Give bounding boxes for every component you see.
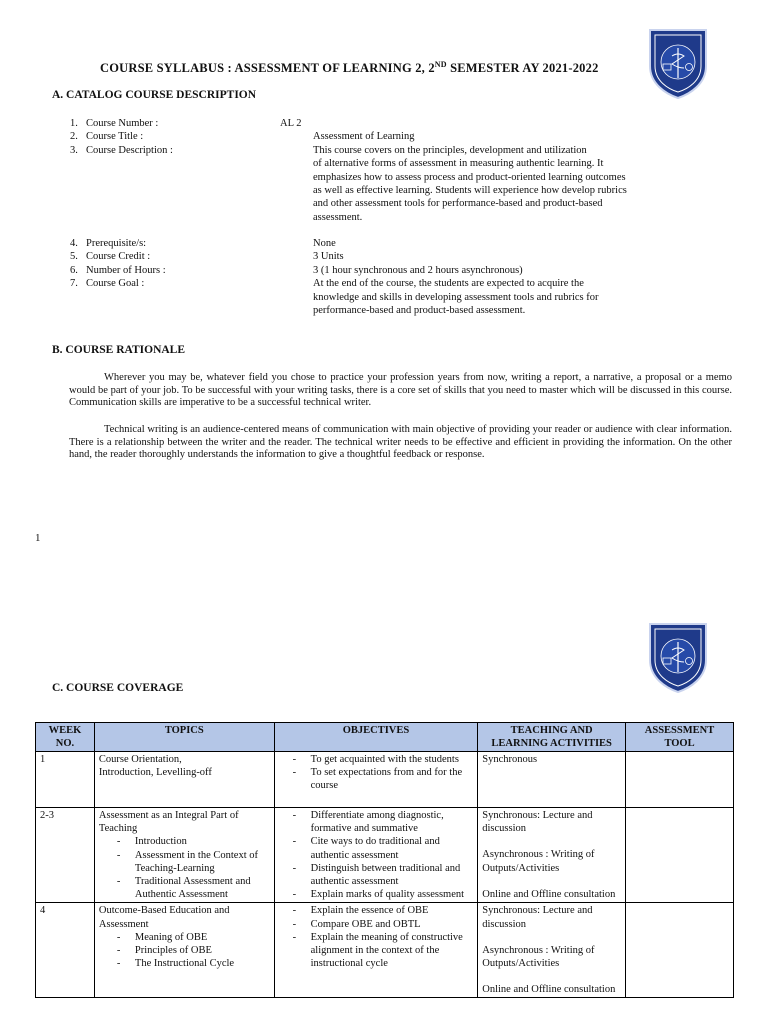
activities-cell: Synchronous: Lecture and discussion Asynchronous : Writing of Outputs/Activities Online and Offline consultation bbox=[478, 808, 626, 903]
week-cell: 2-3 bbox=[36, 808, 95, 903]
section-c-heading: C. COURSE COVERAGE bbox=[52, 682, 184, 694]
topics-cell: Assessment as an Integral Part of Teaching - Introduction - Assessment in the Context of Teaching-Learning - Traditional Assessment and Authentic Assessment bbox=[94, 808, 274, 903]
section-b-heading: B. COURSE RATIONALE bbox=[52, 344, 186, 356]
objectives-cell bbox=[274, 752, 478, 808]
catalog-item-hours: 6. Number of Hours : bbox=[70, 264, 166, 276]
header-topics: TOPICS bbox=[94, 723, 274, 752]
header-assessment-tool: ASSESSMENT TOOL bbox=[626, 723, 734, 752]
section-a-heading: A. CATALOG COURSE DESCRIPTION bbox=[52, 89, 257, 101]
list-item: - The Instructional Cycle bbox=[117, 957, 270, 970]
page-number: 1 bbox=[35, 532, 41, 544]
list-item: - Differentiate among diagnostic, formative and summative bbox=[293, 809, 474, 835]
school-logo bbox=[646, 26, 710, 100]
table-row bbox=[36, 808, 734, 903]
header-week: WEEK NO. bbox=[36, 723, 95, 752]
course-description-value: This course covers on the principles, development and utilization of alternative forms of assessment in measuring authentic learning. It emphasizes how to assess process and product-oriented learning outcomes as well as effective learning. Students will experience how develop rubrics and other assessment tools for performance-based and product-based assessment. bbox=[313, 144, 627, 223]
list-item: - Distinguish between traditional and authentic assessment bbox=[293, 862, 474, 888]
catalog-item-prerequisite: 4. Prerequisite/s: bbox=[70, 238, 147, 249]
goal-value: At the end of the course, the students are expected to acquire the knowledge and skills in developing assessment tools and rubrics for performance-based and product-based assessment. bbox=[313, 278, 599, 317]
course-title-value: Assessment of Learning bbox=[313, 131, 415, 143]
list-item: - Explain the meaning of constructive alignment in the context of the instructional cycle bbox=[293, 931, 474, 971]
list-item: - Assessment in the Context of Teaching-Learning bbox=[117, 849, 270, 875]
table-header-row bbox=[36, 723, 734, 752]
objectives-cell bbox=[274, 808, 478, 903]
list-item: - Compare OBE and OBTL bbox=[293, 918, 474, 931]
document-title: COURSE SYLLABUS : ASSESSMENT OF LEARNING 2, 2ND SEMESTER AY 2021-2022 bbox=[100, 60, 599, 76]
list-item: - To set expectations from and for the course bbox=[293, 766, 474, 792]
list-item: - Introduction bbox=[117, 835, 270, 848]
list-item: - Cite ways to do traditional and authentic assessment bbox=[293, 835, 474, 861]
activities-cell: Synchronous bbox=[478, 752, 626, 808]
list-item: - To get acquainted with the students bbox=[293, 753, 474, 766]
activities-cell: Synchronous: Lecture and discussion Asynchronous : Writing of Outputs/Activities Online and Offline consultation bbox=[478, 903, 626, 998]
list-item: - Meaning of OBE bbox=[117, 931, 270, 944]
table-row bbox=[36, 903, 734, 998]
header-objectives: OBJECTIVES bbox=[274, 723, 478, 752]
list-item: - Traditional Assessment and Authentic Assessment bbox=[117, 875, 270, 901]
list-item: - Explain the essence of OBE bbox=[293, 904, 474, 917]
table-row bbox=[36, 752, 734, 808]
rationale-paragraph-2: Technical writing is an audience-centered means of communication with main objective of providing your reader or audience with clear information. There is a relationship between the writer and the reader. The technical writer needs to be effective and efficient in providing the information. On the other hand, the reader thoroughly understands the information to give a thoughtful feedback or response. bbox=[69, 424, 732, 461]
rationale-paragraph-1: Wherever you may be, whatever field you chose to practice your profession years from now, writing a report, a narrative, a proposal or a memo would be part of your job. To be successful with your writing tasks, there is a core set of skills that you need to master which will be discussed in this course. Communication skills are imperative to be a successful technical writer. bbox=[69, 372, 732, 409]
catalog-item-course-description: 3. Course Description : bbox=[70, 144, 173, 156]
objectives-cell bbox=[274, 903, 478, 998]
credit-value: 3 Units bbox=[313, 251, 344, 263]
course-number-value: AL 2 bbox=[280, 118, 302, 129]
catalog-item-course-number: 1. Course Number : bbox=[70, 118, 159, 129]
assessment-tool-cell bbox=[626, 752, 734, 808]
catalog-item-course-title: 2. Course Title : bbox=[70, 131, 144, 143]
hours-value: 3 (1 hour synchronous and 2 hours asynchronous) bbox=[313, 264, 523, 276]
catalog-item-credit: 5. Course Credit : bbox=[70, 251, 151, 263]
week-cell: 1 bbox=[36, 752, 95, 808]
assessment-tool-cell bbox=[626, 808, 734, 903]
week-cell: 4 bbox=[36, 903, 95, 998]
course-coverage-table bbox=[35, 722, 734, 998]
catalog-values-4-7 bbox=[313, 237, 599, 317]
assessment-tool-cell bbox=[626, 903, 734, 998]
list-item: - Principles of OBE bbox=[117, 944, 270, 957]
catalog-labels-4-7 bbox=[70, 237, 166, 291]
topics-cell: Course Orientation, Introduction, Levelling-off bbox=[94, 752, 274, 808]
prerequisite-value: None bbox=[313, 238, 336, 249]
school-logo-page-2 bbox=[646, 620, 710, 694]
list-item: - Explain marks of quality assessment bbox=[293, 888, 474, 901]
catalog-item-goal: 7. Course Goal : bbox=[70, 278, 145, 290]
header-activities: TEACHING AND LEARNING ACTIVITIES bbox=[478, 723, 626, 752]
catalog-labels-1-3 bbox=[70, 117, 173, 157]
topics-cell: Outcome-Based Education and Assessment - Meaning of OBE - Principles of OBE - The Instructional Cycle bbox=[94, 903, 274, 998]
